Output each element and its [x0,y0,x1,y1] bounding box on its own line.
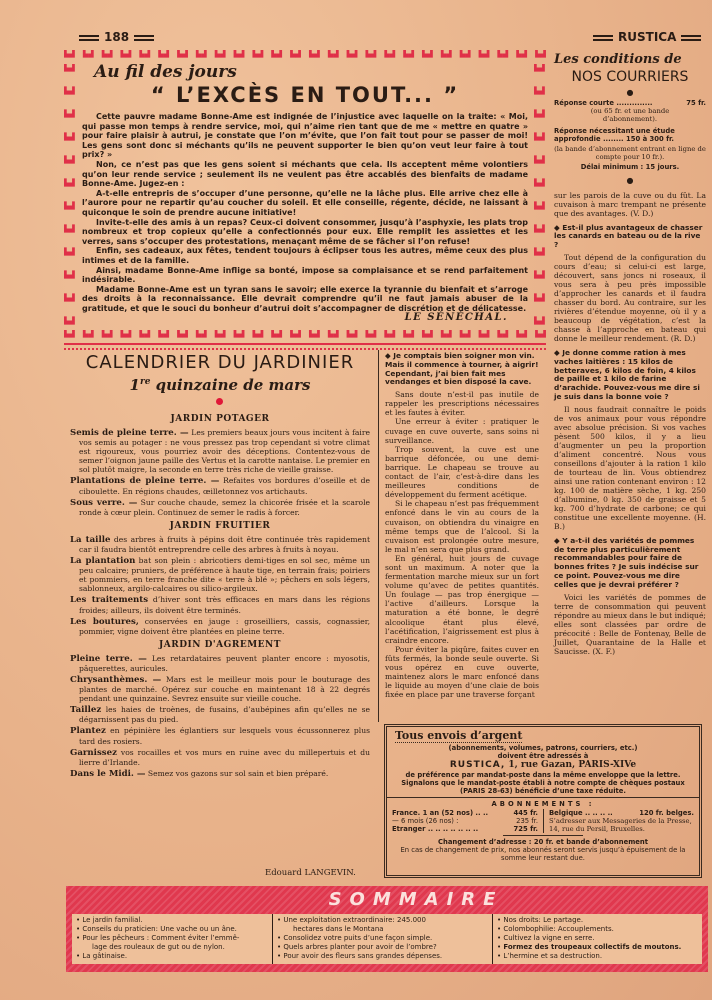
bullet-icon: • [277,916,284,924]
qa-list [554,224,706,656]
border-tick-icon: ▙▟ [346,330,358,338]
etranger-price: 725 fr. [513,824,538,833]
sommaire-contents [72,914,702,964]
border-tick-icon: ▙▟ [346,50,358,58]
border-tick-icon: ▙▟ [403,50,414,58]
payment-address [387,760,699,771]
border-tick-icon: ▙▟ [158,50,169,58]
red-separator [64,343,546,350]
calendar-entry-text: Mars est le meilleur mois pour le bouturage des plantes de marché. Opérez sur couche en maintenant 18 à 22 degrés pendant une quinzaine. Sevrez ensuite sur vieille couche. [79,674,370,704]
border-tick-icon: ▙▟ [120,50,132,58]
border-tick-icon: ▙▟ [516,330,528,338]
vin-paragraph: Une erreur à éviter : pratiquer le cuvage en cuve ouverte, sans soins ni surveillance. [385,417,539,445]
sommaire-item [76,925,268,934]
border-tick-icon: ▙▟ [534,179,545,187]
border-tick-icon: ▙▟ [177,50,188,58]
rule-icon [681,35,701,41]
border-tick-icon: ▙▟ [64,202,75,210]
calendar-entry [70,654,370,673]
decorative-border-left [64,64,76,326]
border-tick-icon: ▙▟ [534,202,545,210]
courriers-title: NOS COURRIERS [571,69,689,85]
delay-note: Délai minimum : 15 jours. [580,163,680,172]
address-street: 1, rue Gazan, PARIS-XIVe [505,760,637,771]
calendar-entry [70,705,370,724]
sommaire-item [497,943,698,952]
border-tick-icon: ▙▟ [195,330,207,338]
border-tick-icon: ▙▟ [497,330,509,338]
border-tick-icon: ▙▟ [422,330,433,338]
long-answer-label: Réponse nécessitant une étude approfondie ........ [554,126,675,143]
sommaire-item [76,934,268,943]
vin-continuation: sur les parois de la cuve ou du fût. La cuvaison à marc trempant ne présente que des avantages. (V. D.) [554,190,706,218]
border-tick-icon: ▙▟ [534,87,545,95]
bullet-icon: • [277,943,284,951]
border-tick-icon: ▙▟ [233,330,245,338]
border-tick-icon: ▙▟ [534,317,545,325]
border-tick-icon: ▙▟ [534,133,545,141]
bullet-icon: • [497,952,504,960]
border-tick-icon: ▙▟ [327,330,339,338]
payment-box [384,724,702,878]
vin-paragraph: Si le chapeau n’est pas fréquemment enfoncé dans le vin au cours de la cuvaison, on obtiendra du vinaigre en même temps que de l’alcool. Si la cuvaison est prolongée outre mesure, le mal n’en sera que plus grand. [385,499,539,554]
calendar-entry-text: bat son plein : abricotiers demi-tiges en sol sec, même un peu calcaire; pruniers, de préférence à haute tige, en terrain frais; poiriers et pommiers, en terre franche dite « terre à blé »; pêchers en sols légers, sablonneux, argilo-calcaires ou silico-argileux. [79,556,370,594]
france-6mois-price: 235 fr. [516,816,538,825]
qa-question-text: Y a-t-il des variétés de pommes de terre plus particulièrement recommandables pour faire de bonnes frites ? Je suis indécise sur ce point. Pouvez-vous me dire celles que je devrai préférer ? [554,535,699,589]
border-tick-icon: ▙▟ [64,50,75,58]
border-tick-icon: ▙▟ [64,133,75,141]
calendar-entry-text: Les retardataires peuvent planter encore : myosotis, pâquerettes, auricules. [79,653,370,673]
qa-question [554,349,706,402]
border-tick-icon: ▙▟ [535,50,546,58]
sommaire-column [72,914,272,964]
calendar-entry-lead: Plantations de pleine terre. — [70,476,220,487]
calendar-entry-text: conservées en jauge : groseilliers, cassis, cognassier, pommier, vigne doivent être plantées en pleine terre. [79,616,371,636]
border-tick-icon: ▙▟ [497,50,509,58]
subscriptions-heading: ABONNEMENTS : [491,800,595,809]
border-tick-icon: ▙▟ [440,330,452,338]
border-tick-icon: ▙▟ [82,330,94,338]
sommaire-item [497,925,698,934]
border-tick-icon: ▙▟ [101,330,113,338]
border-tick-icon: ▙▟ [64,294,75,302]
border-tick-icon: ▙▟ [440,50,452,58]
courriers-column [554,48,706,656]
calendar-entry-lead: Les traitements [70,595,149,606]
border-tick-icon: ▙▟ [535,330,546,338]
border-tick-icon: ▙▟ [139,50,151,58]
decorative-border-bottom [64,330,546,340]
decorative-border-right [534,64,546,326]
calendar-signature: Edouard LANGEVIN. [265,868,356,878]
page-number-header [74,30,159,44]
border-tick-icon: ▙▟ [384,330,396,338]
red-dot-icon [216,398,223,405]
subtitle-ordinal: 1 [129,376,140,394]
qa-answer-text: Il nous faudrait connaître le poids de vos animaux pour vous répondre avec absolue précision. Si vos vaches pèsent 500 kilos, il y a lieu d’augmenter un peu la proportion d’aliment concentré. Nous vous conseillons d’ajouter à la ration 1 kilo de tourteau de lin. Vous obtiendrez ainsi une ration contenant environ : 12 kg. 100 de matière sèche, 1 kg. 250 d’albumine, 0 kg. 350 de graisse et 5 kg. 700 d’hydrate de carbone; ce qui constitue une excellente moyenne. (H. B.) [554,404,706,531]
address-name: RUSTICA, [449,760,506,771]
sommaire-item [497,934,698,943]
border-tick-icon: ▙▟ [478,50,490,58]
border-tick-icon: ▙▟ [82,50,94,58]
border-tick-icon: ▙▟ [478,330,490,338]
bullet-icon: • [76,934,83,942]
calendar-entry [70,476,370,495]
calendar-entry-lead: Plantez [70,726,106,737]
calendar-entry-lead: Taillez [70,705,102,716]
border-tick-icon: ▙▟ [64,330,75,338]
border-tick-icon: ▙▟ [64,248,75,256]
border-tick-icon: ▙▟ [290,50,301,58]
calendar-entry-lead: Chrysanthèmes. — [70,674,162,685]
address-change: Changement d’adresse : 20 fr. et bande d’abonnement [438,837,648,846]
qa-question [554,537,706,590]
sommaire-item [277,934,488,943]
border-tick-icon: ▙▟ [271,330,283,338]
sommaire-item-text: L’hermine et sa destruction. [503,952,603,960]
border-tick-icon: ▙▟ [64,87,75,95]
etranger-label: Etranger .. .. .. .. .. .. .. [392,824,479,833]
calendar-entry [70,556,370,593]
calendar-entry-lead: Dans le Midi. — [70,768,146,779]
courriers-kicker: Les conditions de [554,52,682,67]
border-tick-icon: ▙▟ [534,248,545,256]
sommaire-item-text: Le jardin familial. [82,916,143,924]
article-paragraph: Cette pauvre madame Bonne-Ame est indignée de l’injustice avec laquelle on la traite: « Moi, qui passe mon temps à rendre service, moi, qui n’aime rien tant que de me « mettre en quatre » pour faire plaisir à autrui, je constate que l’on m’évite, que l’on fait tout pour se passer de moi! Les gens sont donc si méchants qu’ils ne peuvent supporter le bien qu’on veut leur faire à tout prix? » [82,112,528,160]
sommaire-item [76,952,268,961]
calendar-entry [70,617,370,636]
payment-line1: (abonnements, volumes, patrons, courriers, etc.) [448,744,638,752]
bullet-icon: • [76,916,83,924]
sommaire-item-text: Consolidez votre puits d’une façon simple. [283,934,433,942]
calendar-entry-lead: La taille [70,534,111,545]
sommaire-item-text: Nos droits: Le partage. [503,916,584,924]
column-divider [378,350,379,722]
long-answer-price: 150 à 300 fr. [626,134,674,143]
publication-name: RUSTICA [618,30,677,44]
border-tick-icon: ▙▟ [365,50,377,58]
sommaire-column [272,914,492,964]
border-tick-icon: ▙▟ [233,50,245,58]
article-paragraph: Invite-t-elle des amis à un repas? Ceux-ci doivent consommer, jusqu’à l’asphyxie, les plats trop nombreux et trop copieux qu’elle a confectionnés pour eux. Elle remplit les assiettes et les verres, sans s’occuper des protestations, menaçant même de se fâcher si l’on refuse! [82,217,528,246]
border-tick-icon: ▙▟ [403,330,414,338]
border-tick-icon: ▙▟ [365,330,377,338]
calendar-entry-lead: Les boutures, [70,616,139,627]
vin-paragraph: Pour éviter la piqûre, faites cuver en fûts fermés, la bonde seule ouverte. Si vous opérez en cuve ouverte, maintenez alors le marc enfoncé dans le liquide au moyen d’une claie de bois fixée en place par une traverse forçant [385,644,539,700]
border-tick-icon: ▙▟ [384,50,396,58]
short-answer-price: 75 fr. [686,99,706,107]
diamond-bullet-icon: ◆ [554,348,563,358]
vin-paragraph: En général, huit jours de cuvage sont un maximum. A noter que la fermentation marche mieux sur un fort volume qu’avec de petites quantités. Un foulage — pas trop énergique — l’active d’ailleurs. Lorsque la maturation a été bonne, le degré alcoolique étant plus élevé, l’acétification, l’aigrissement est plus à craindre encore. [385,553,539,645]
bullet-icon: • [76,952,83,960]
bullet-icon: • [497,943,504,951]
calendar-entry [70,769,370,779]
calendar-entry-text: en pépinière les églantiers sur lesquels vous écussonnerez plus tard des rosiers. [79,726,370,746]
diamond-bullet-icon: ◆ [385,351,394,360]
ornament-icon: ● [626,175,634,185]
sommaire-item [277,916,488,925]
qa-answer-text: Tout dépend de la configuration du cours d’eau; si celui-ci est large, découvert, sans joncs ni roseaux, il vous sera à peu près impossible d’approcher les canards et il faudra chasser du bord. Au contraire, sur les rivières d’étendue moyenne, où il y a beaucoup de végétation, c’est la chasse à l’approche en bateau qui donne le meilleur rendement. (R. D.) [554,253,706,344]
border-tick-icon: ▙▟ [308,330,320,338]
article-kicker: Au fil des jours [94,62,237,82]
subtitle-text: quinzaine de mars [150,376,311,394]
sommaire-item-text: Formez des troupeaux collectifs de moutons. [503,943,682,951]
border-tick-icon: ▙▟ [271,50,283,58]
border-tick-icon: ▙▟ [158,330,169,338]
sommaire-item [497,916,698,925]
calendar-entry-lead: Garnissez [70,747,117,758]
border-tick-icon: ▙▟ [120,330,132,338]
page-number: 188 [104,30,130,44]
bullet-icon: • [497,925,504,933]
sommaire-item-text: lage des rouleaux de gut ou de nylon. [92,943,225,951]
calendar-entry [70,675,370,703]
bullet-icon: • [497,916,504,924]
qa-answer-text: Voici les variétés de pommes de terre de consommation qui peuvent répondre au mieux dans le but indiqué; elles sont classées par ordre de précocité : Belle de Fontenay, Belle de Juillet, Quarantaine de la Halle et Saucisse. (X. F.) [554,592,706,656]
border-tick-icon: ▙▟ [214,330,226,338]
france-6mois-label: — 6 mois (26 nos) : [392,816,459,825]
border-tick-icon: ▙▟ [327,50,339,58]
sommaire-item-text: Une exploitation extraordinaire: 245.000 [283,916,426,924]
sommaire-item-text: Colombophilie: Accouplements. [503,925,614,933]
vin-question [385,352,539,387]
calendar-entry [70,595,370,614]
short-answer-note: (ou 65 fr. et une bande d’abonnement). [590,107,670,124]
border-tick-icon: ▙▟ [534,64,545,72]
calendar-entry-text: Refaites vos bordures d’oseille et de ciboulette. En régions chaudes, œilletonnez vos artichauts. [79,476,370,496]
article-paragraph: Madame Bonne-Ame est un tyran sans le savoir; elle exerce la tyrannie du bienfait et s’arroge des droits à la reconnaissance. Elle devrait comprendre qu’il ne faut jamais abuser de la gratitude, et que le souci du bonheur d’autrui doit s’accompagner de discrétion et de délicatesse. [82,284,528,313]
border-tick-icon: ▙▟ [64,225,75,233]
article-signature: LE SÉNÉCHAL. [404,312,508,323]
border-tick-icon: ▙▟ [64,64,75,72]
article-title: “ L’EXCÈS EN TOUT... ” [150,83,460,107]
belgique-price: 120 fr. belges. [639,808,694,817]
border-tick-icon: ▙▟ [516,50,528,58]
border-tick-icon: ▙▟ [422,50,433,58]
article-paragraph: Non, ce n’est pas que les gens soient si méchants que cela. Ils acceptent même volontiers qu’on leur rende service ; seulement ils ne veulent pas être accablés des bienfaits de madame Bonne-Ame. Jugez-en : [82,159,528,189]
sommaire-title: SOMMAIRE [328,889,504,910]
calendar-entry-lead: Semis de pleine terre. — [70,428,189,438]
calendar-entry [70,428,370,474]
qa-answer [554,253,706,343]
border-tick-icon: ▙▟ [139,330,151,338]
vin-paragraph: Trop souvent, la cuve est une barrique défoncée, ou une demi-barrique. Le chapeau se trouve au contact de l’air, c’est-à-dire dans les meilleures conditions de développement du ferment acétique. [385,444,539,500]
calendar-entry-lead: La plantation [70,556,136,567]
sommaire-item-text: hectares dans le Montana [293,925,384,933]
sommaire-item [76,943,268,952]
sommaire-item [277,943,488,952]
belgique-note: S’adresser aux Messageries de la Presse, 14, rue du Persil, Bruxelles. [549,816,692,833]
address-change-note: En cas de changement de prix, nos abonnés seront servis jusqu’à épuisement de la somme leur restant due. [400,845,686,863]
calendar-entry-text: les haies de troènes, de fusains, d’aubépines afin qu’elles ne se dégarnissent pas du pied. [79,705,370,725]
article-paragraph: Ainsi, madame Bonne-Ame inflige sa bonté, impose sa complaisance et se rend parfaitement indésirable. [82,265,528,285]
qa-question-text: Je donne comme ration à mes vaches laitières : 15 kilos de betteraves, 6 kilos de foin, 4 kilos de paille et 1 kilo de farine d’arachide. Pouvez-vous me dire si je suis dans la bonne voie ? [554,348,700,401]
border-tick-icon: ▙▟ [534,110,545,118]
border-tick-icon: ▙▟ [459,330,471,338]
publication-header [588,30,706,44]
border-tick-icon: ▙▟ [534,271,545,279]
article-paragraph: Enfin, ses cadeaux, aux fêtes, tendent toujours à éclipser tous les autres, même ceux des plus intimes et de la famille. [82,246,528,265]
article-frame [64,50,546,340]
france-1an-price: 445 fr. [513,808,538,817]
sommaire-item-text: Conseils du praticien: Une vache ou un âne. [82,925,237,933]
bullet-icon: • [497,934,504,942]
calendar-entry-lead: Sous verre. — [70,497,138,508]
diamond-bullet-icon: ◆ [554,535,563,545]
vin-column [385,352,539,699]
short-answer-label: Réponse courte .............. [554,99,653,107]
border-tick-icon: ▙▟ [534,156,545,164]
divider [503,835,583,836]
border-tick-icon: ▙▟ [64,317,75,325]
sommaire-item [497,952,698,961]
calendar-entry-text: des arbres à fruits à pépins doit être continuée très rapidement car il faudra bientôt entreprendre celle des arbres à fruits à noyau. [79,534,370,554]
border-tick-icon: ▙▟ [64,110,75,118]
sommaire-item-text: Pour les pêcheurs : Comment éviter l’emmê- [82,934,240,942]
vin-answer [385,390,539,699]
calendar-entry-text: Semez vos gazons sur sol sain et bien préparé. [145,768,329,778]
payment-title: Tous envois d’argent [395,729,523,742]
sommaire-item [277,952,488,961]
sommaire-banner [66,886,708,972]
border-tick-icon: ▙▟ [252,50,264,58]
qa-answer [554,593,706,656]
payment-line2: doivent être adressés à [497,752,589,761]
ornament-icon: ● [626,88,634,97]
calendar-entry-lead: Pleine terre. — [70,653,147,664]
rule-icon [593,35,613,41]
calendar-entry-text: Les premiers beaux jours vous incitent à faire vos semis au potager : ne vous pressez pas trop cependant si votre climat est rigoureux, vous pourriez avoir des déceptions. Contentez-vous de semer l’oignon jaune paille des Vertus et la carotte nantaise. Le premier en sol plutôt maigre, la seconde en terre très riche de vieille graisse. [79,428,370,475]
subtitle-superscript: re [139,377,151,387]
calendar-title: CALENDRIER DU JARDINIER [85,352,355,373]
rule-icon [134,35,154,41]
sommaire-item-text: Pour avoir des fleurs sans grandes dépenses. [283,952,443,960]
france-1an-label: France. 1 an (52 nos) .. .. [392,808,489,817]
calendar-entry [70,535,370,554]
belgique-label: Belgique .. .. .. .. [549,808,613,817]
calendar-section-heading: JARDIN FRUITIER [169,520,271,531]
article-paragraph: A-t-elle entrepris de s’occuper d’une personne, qu’elle ne la lâche plus. Elle arrive chez elle à l’aurore pour ne repartir qu’au coucher du soleil. Et elle conseille, régente, décide, ne laissant à quiconque le soin de prendre aucune initiative! [82,188,528,217]
border-tick-icon: ▙▟ [64,271,75,279]
border-tick-icon: ▙▟ [534,225,545,233]
payment-note: de préférence par mandat-poste dans la même enveloppe que la lettre. Signalons que le mandat-poste établi à notre compte de chèques postaux (PARIS 28-63) bénéficie d’une taxe réduite. [387,771,699,798]
calendar-entry [70,748,370,767]
vin-question-text: Je comptais bien soigner mon vin. Mais il commence à tourner, à aigrir! Cependant, j’ai bien fait mes vendanges et bien disposé la cave. [385,351,539,387]
border-tick-icon: ▙▟ [195,50,207,58]
border-tick-icon: ▙▟ [64,156,75,164]
calendar-section-heading: JARDIN POTAGER [170,414,270,424]
rule-icon [79,35,99,41]
qa-answer [554,405,706,531]
border-tick-icon: ▙▟ [214,50,226,58]
sommaire-item-text: La gâtinaise. [82,952,128,960]
border-tick-icon: ▙▟ [290,330,301,338]
calendar-subtitle [68,376,372,394]
border-tick-icon: ▙▟ [252,330,264,338]
decorative-border-top [64,50,546,60]
sommaire-item-text: Quels arbres planter pour avoir de l’ombre? [283,943,437,951]
sommaire-item-text: Cultivez la vigne en serre. [503,934,595,942]
border-tick-icon: ▙▟ [534,294,545,302]
subscriptions-table [387,809,699,833]
calendar-entry-text: Sur couche chaude, semez la chicorée frisée et la scarole ronde à cœur plein. Continuez de semer le radis à forcer. [79,497,370,517]
calendar-entry [70,726,370,745]
qa-question-text: Est-il plus avantageux de chasser les canards en bateau ou de la rive ? [554,222,703,250]
calendar-entry [70,498,370,517]
border-tick-icon: ▙▟ [101,50,113,58]
calendar-section-heading: JARDIN D'AGREMENT [159,639,281,650]
sommaire-column [492,914,702,964]
bullet-icon: • [277,952,284,960]
article-body [82,112,528,313]
bullet-icon: • [277,934,284,942]
qa-question [554,224,706,250]
calendar-entry-text: d’hiver sont très efficaces en mars dans les régions froides; ailleurs, ils doivent être terminés. [79,595,370,615]
bullet-icon: • [76,925,83,933]
border-tick-icon: ▙▟ [308,50,320,58]
calendar-body [70,410,370,781]
border-tick-icon: ▙▟ [459,50,471,58]
vin-paragraph: Sans doute n’est-il pas inutile de rappeler les prescriptions nécessaires et les fautes à éviter. [385,390,539,418]
sommaire-item [277,925,488,934]
sommaire-item [76,916,268,925]
border-tick-icon: ▙▟ [177,330,188,338]
long-answer-note: (la bande d’abonnement entrant en ligne de compte pour 10 fr.). [554,145,706,162]
border-tick-icon: ▙▟ [64,179,75,187]
diamond-bullet-icon: ◆ [554,222,563,232]
calendar-entry-text: vos rocailles et vos murs en ruine avec du millepertuis et du lierre d’Irlande. [79,747,370,767]
